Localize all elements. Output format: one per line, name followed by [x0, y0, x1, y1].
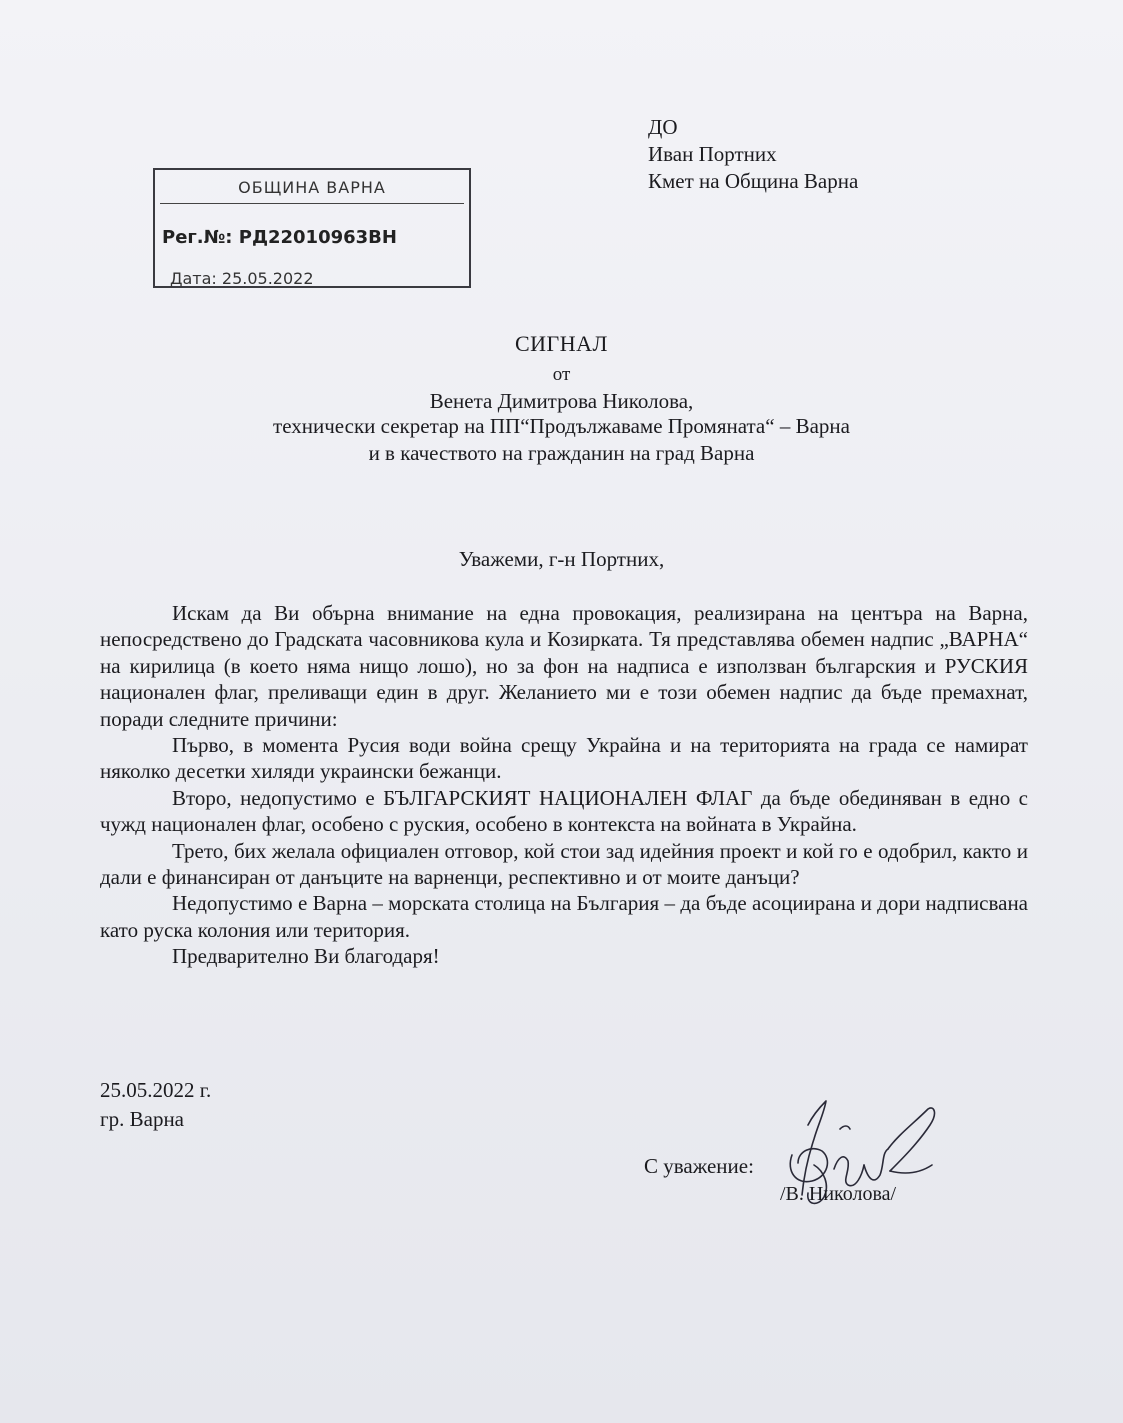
footer-place: гр. Варна — [100, 1107, 184, 1131]
stamp-reg-number: Рег.№: РД22010963ВН — [162, 227, 397, 248]
addressee-title: Кмет на Община Варна — [648, 169, 859, 193]
document-title: СИГНАЛ — [515, 331, 608, 356]
sender-role: технически секретар на ПП“Продължаваме Промяната“ – Варна — [273, 414, 850, 438]
sender-name: Венета Димитрова Николова, — [429, 389, 694, 413]
registration-stamp — [153, 168, 471, 288]
paragraph: Трето, бих желала официален отговор, кой стои зад идейния проект и кой го е одобрил, както и дали е финансиран от данъците на варненци, респективно и от моите данъци? — [100, 838, 1028, 890]
paragraph: Искам да Ви обърна внимание на една провокация, реализирана на центъра на Варна, непосредствено до Градската часовникова кула и Козирката. Тя представлява обемен надпис „ВАРНА“ на кирилица (в което няма нищо лошо), но за фон на надписа е използван българския и РУСКИЯ национален флаг, преливащи един в друг. Желанието ми е този обемен надпис да бъде премахнат, поради следните причини: — [100, 601, 1028, 731]
stamp-date: Дата: 25.05.2022 — [170, 269, 314, 288]
sender-citizen: и в качеството на гражданин на град Варна — [368, 441, 755, 465]
addressee-to: ДО — [648, 115, 678, 139]
addressee-name: Иван Портних — [648, 142, 777, 166]
heading-from: от — [552, 364, 571, 385]
paragraph: Второ, недопустимо е БЪЛГАРСКИЯТ НАЦИОНАЛЕН ФЛАГ да бъде обединяван в едно с чужд национален флаг, особено с руския, особено в контекста на войната в Украйна. — [100, 785, 1028, 837]
paragraph: Недопустимо е Варна – морската столица на България – да бъде асоциирана и дори надписвана като руска колония или територия. — [100, 891, 1028, 942]
salutation: Уважеми, г-н Портних, — [458, 547, 665, 571]
regards-label: С уважение: — [644, 1154, 754, 1178]
stamp-divider — [160, 203, 464, 204]
stamp-title: ОБЩИНА ВАРНА — [238, 178, 386, 197]
paragraph: Първо, в момента Русия води война срещу Украйна и на територията на града се намират няколко десетки хиляди украински бежанци. — [100, 733, 1028, 784]
signature-name: /В. Николова/ — [780, 1183, 897, 1205]
footer-date-place — [100, 1076, 211, 1134]
letter-body — [100, 600, 1028, 970]
paragraph: Предварително Ви благодаря! — [172, 944, 440, 969]
footer-date: 25.05.2022 г. — [100, 1078, 212, 1102]
addressee-block — [648, 114, 858, 195]
